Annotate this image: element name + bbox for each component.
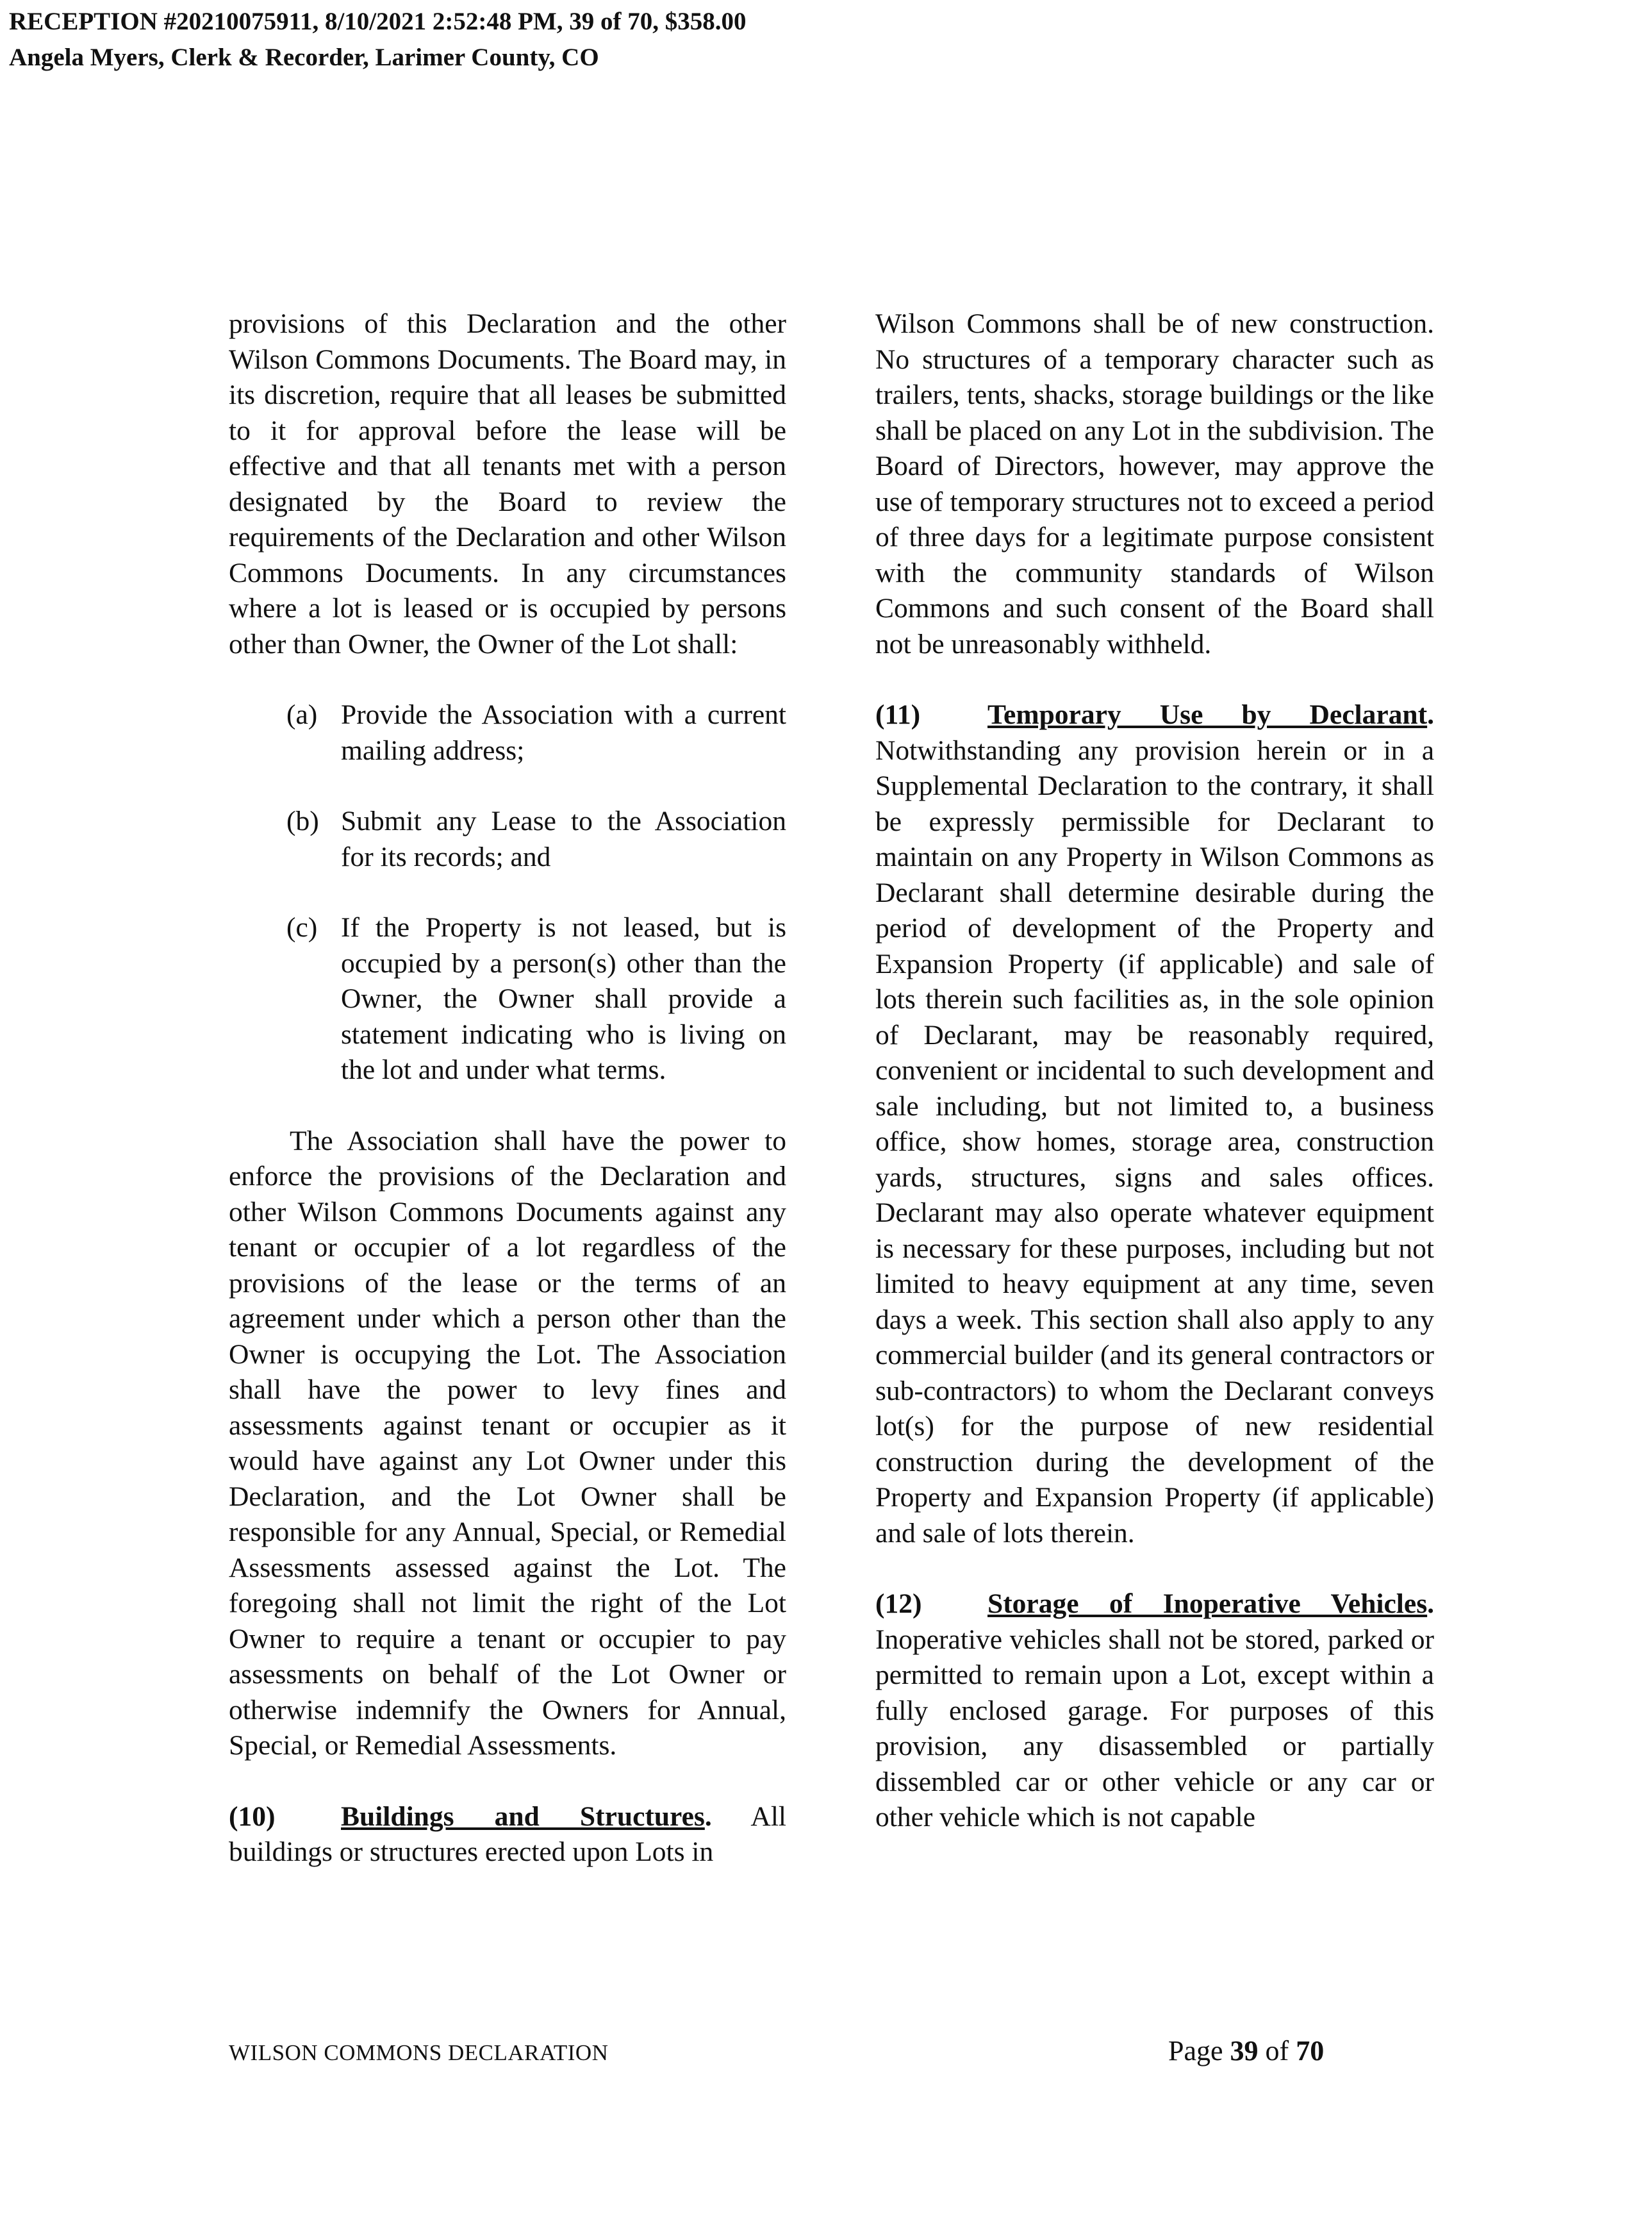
page-number xyxy=(1168,2032,1324,2070)
section-12-text: Inoperative vehicles shall not be stored, parked or permitted to remain upon a Lot, except within a fully enclosed garage. For purposes of this provision, any disassembled or partially dissembled car or other vehicle or any car or other vehicle which is not capable xyxy=(875,1624,1434,1833)
page-current: 39 xyxy=(1230,2035,1259,2067)
section-10-number: (10) xyxy=(229,1800,276,1832)
right-column xyxy=(875,306,1434,1836)
list-item-label: (b) xyxy=(286,806,319,836)
page-total: 70 xyxy=(1296,2035,1325,2067)
reception-line: RECEPTION #20210075911, 8/10/2021 2:52:48 PM, 39 of 70, $358.00 xyxy=(9,8,747,35)
section-11-heading: Temporary Use by Declarant xyxy=(987,699,1428,730)
list-item xyxy=(286,697,786,769)
list-item-text: If the Property is not leased, but is occupied by a person(s) other than the Owner, the Owner shall provide a statement indicating who is living on the lot and under what terms. xyxy=(341,912,786,1085)
recording-stamp xyxy=(9,4,746,76)
footer-title-text: WILSON COMMONS DECLARATION xyxy=(229,2040,609,2065)
list-item xyxy=(286,910,786,1088)
section-10: (10) Buildings and Structures. All buildings or structures erected upon Lots in xyxy=(229,1799,786,1870)
section-11-text: Notwithstanding any provision herein or in a Supplemental Declaration to the contrary, it shall be expressly permissible for Declarant to maintain on any Property in Wilson Commons as Declarant shall determine desirable during the period of development of the Property and Expansion Property (if applicable) and sale of lots therein such facilities as, in the sole opinion of Declarant, may be reasonably required, convenient or incidental to such development and sale including, but not limited to, a business office, show homes, storage area, construction yards, structures, signs and sales offices. Declarant may also operate whatever equipment is necessary for these purposes, including but not limited to heavy equipment at any time, seven days a week. This section shall also apply to any commercial builder (and its general contractors or sub-contractors) to whom the Declarant conveys lot(s) for the purpose of new residential construction during the development of the Property and Expansion Property (if applicable) and sale of lots therein. xyxy=(875,735,1434,1549)
section-12-number: (12) xyxy=(875,1588,922,1619)
section-10-heading: Buildings and Structures xyxy=(341,1800,705,1832)
section-12: (12) Storage of Inoperative Vehicles. Inoperative vehicles shall not be stored, parked or permitted to remain upon a Lot, except within a fully enclosed garage. For purposes of this provision, any disassembled or partially dissembled car or other vehicle or any car or other vehicle which is not capable xyxy=(875,1586,1434,1836)
list-item xyxy=(286,804,786,875)
page-of: of xyxy=(1258,2035,1296,2067)
right-paragraph-1: Wilson Commons shall be of new construction. No structures of a temporary character such as trailers, tents, shacks, storage buildings or the like shall be placed on any Lot in the subdivision. The Board of Directors, however, may approve the use of temporary structures not to exceed a period of three days for a legitimate purpose consistent with the community standards of Wilson Commons and such consent of the Board shall not be unreasonably withheld. xyxy=(875,308,1434,660)
footer-title xyxy=(229,2032,608,2072)
page-prefix: Page xyxy=(1168,2035,1230,2067)
left-paragraph-1: provisions of this Declaration and the other Wilson Commons Documents. The Board may, in its discretion, require that all leases be submitted to it for approval before the lease will be effective and that all tenants met with a person designated by the Board to review the requirements of the Declaration and other Wilson Commons Documents. In any circumstances where a lot is leased or is occupied by persons other than Owner, the Owner of the Lot shall: xyxy=(229,308,786,660)
left-column xyxy=(229,306,786,1870)
left-paragraph-2: The Association shall have the power to enforce the provisions of the Declaration and other Wilson Commons Documents against any tenant or occupier of a lot regardless of the provisions of the lease or the terms of an agreement under which a person other than the Owner is occupying the Lot. The Association shall have the power to levy fines and assessments against tenant or occupier as it would have against any Lot Owner under this Declaration, and the Lot Owner shall be responsible for any Annual, Special, or Remedial Assessments assessed against the Lot. The foregoing shall not limit the right of the Lot Owner to require a tenant or occupier to pay assessments on behalf of the Lot Owner or otherwise indemnify the Owners for Annual, Special, or Remedial Assessments. xyxy=(229,1125,786,1761)
list-item-label: (a) xyxy=(286,699,318,730)
lease-requirements-list xyxy=(229,697,786,1088)
section-11-number: (11) xyxy=(875,699,921,730)
list-item-text: Submit any Lease to the Association for its records; and xyxy=(341,806,786,872)
section-12-heading: Storage of Inoperative Vehicles xyxy=(987,1588,1428,1619)
section-10-text: All buildings or structures erected upon Lots in xyxy=(229,1800,787,1867)
list-item-label: (c) xyxy=(286,912,318,943)
list-item-text: Provide the Association with a current mailing address; xyxy=(341,699,786,766)
clerk-line: Angela Myers, Clerk & Recorder, Larimer County, CO xyxy=(9,44,599,71)
section-11: (11) Temporary Use by Declarant. Notwithstanding any provision herein or in a Supplemental Declaration to the contrary, it shall be expressly permissible for Declarant to maintain on any Property in Wilson Commons as Declarant shall determine desirable during the period of development of the Property and Expansion Property (if applicable) and sale of lots therein such facilities as, in the sole opinion of Declarant, may be reasonably required, convenient or incidental to such development and sale including, but not limited to, a business office, show homes, storage area, construction yards, structures, signs and sales offices. Declarant may also operate whatever equipment is necessary for these purposes, including but not limited to heavy equipment at any time, seven days a week. This section shall also apply to any commercial builder (and its general contractors or sub-contractors) to whom the Declarant conveys lot(s) for the purpose of new residential construction during the development of the Property and Expansion Property (if applicable) and sale of lots therein. xyxy=(875,697,1434,1551)
